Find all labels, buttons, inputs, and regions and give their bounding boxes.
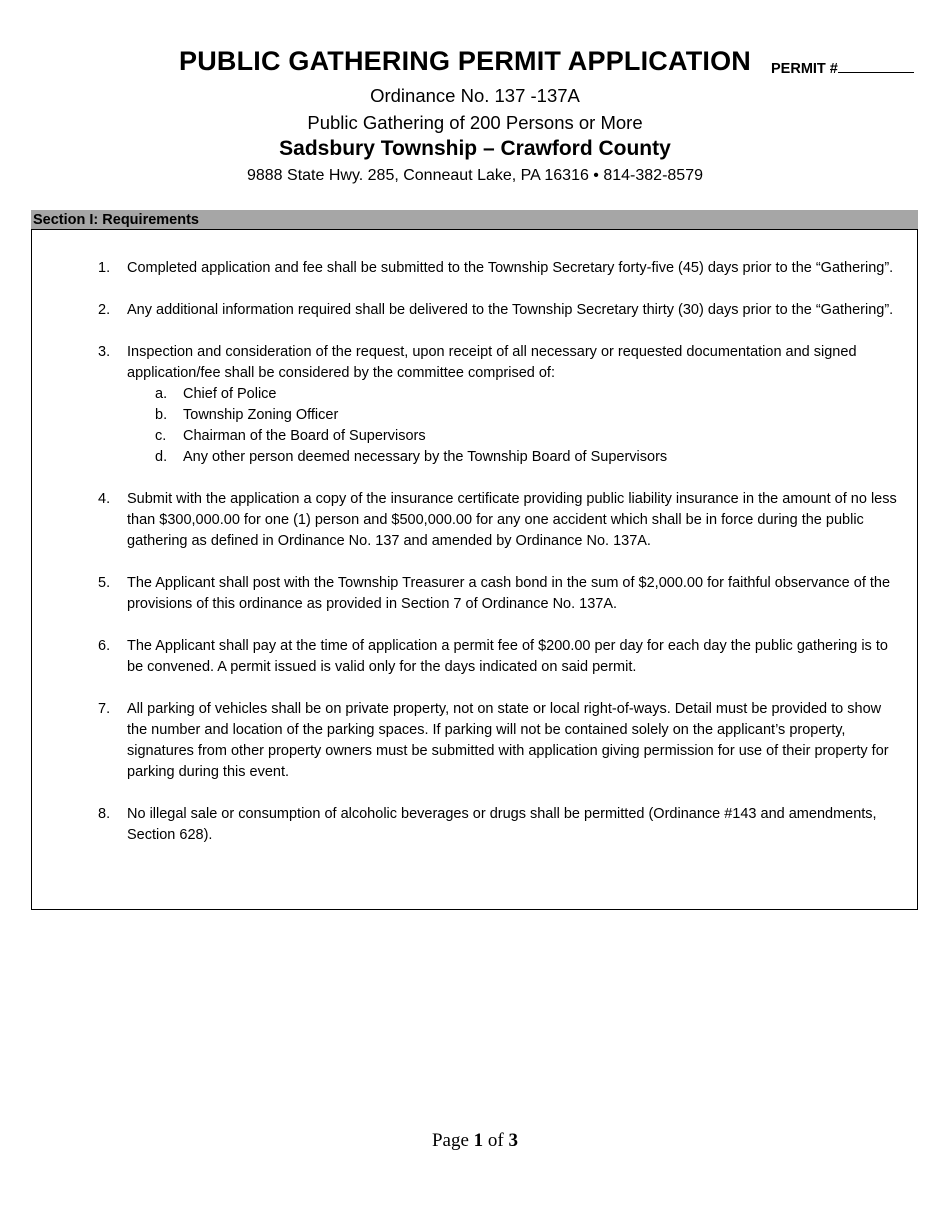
requirements-box: [31, 230, 918, 910]
committee-member: [127, 447, 905, 468]
committee-letter: a.: [155, 386, 168, 402]
permit-number-field[interactable]: [771, 59, 914, 77]
requirement-number: 6.: [98, 638, 111, 654]
requirement-number: 7.: [98, 701, 111, 717]
page-current-number: 1: [473, 1130, 484, 1151]
committee-text: Chief of Police: [183, 386, 277, 402]
permit-number-blank[interactable]: [838, 59, 914, 73]
committee-text: Any other person deemed necessary by the Township Board of Supervisors: [183, 449, 668, 465]
committee-member: [127, 405, 905, 426]
requirement-item: [32, 300, 919, 321]
requirement-item: [32, 258, 919, 279]
of-word: of: [487, 1130, 504, 1151]
committee-text: Chairman of the Board of Supervisors: [183, 428, 426, 444]
requirement-number: 3.: [98, 344, 111, 360]
committee-letter: b.: [155, 407, 168, 423]
committee-list: [127, 384, 905, 468]
requirement-text: No illegal sale or consumption of alcoholic beverages or drugs shall be permitted (Ordinance #143 and amendments, Section 628).: [127, 806, 877, 843]
page-word: Page: [431, 1130, 469, 1151]
requirement-text: All parking of vehicles shall be on private property, not on state or local right-of-ways. Detail must be provided to show the number and location of the parking spaces. If parking will not be contained solely on the applicant’s property, signatures from other property owners must be submitted with application giving permission for use of their property for parking during this event.: [127, 701, 889, 780]
committee-letter: c.: [155, 428, 167, 444]
ordinance-subtitle: Ordinance No. 137 -137A: [370, 85, 580, 106]
gathering-subtitle: Public Gathering of 200 Persons or More: [307, 112, 643, 133]
page-title: PUBLIC GATHERING PERMIT APPLICATION: [179, 46, 751, 76]
requirement-item: [32, 804, 919, 846]
requirement-number: 5.: [98, 575, 111, 591]
requirement-item: [32, 699, 919, 783]
requirement-number: 1.: [98, 260, 111, 276]
requirement-item: [32, 342, 919, 468]
requirement-item: [32, 489, 919, 552]
committee-text: Township Zoning Officer: [183, 407, 339, 423]
requirement-text: The Applicant shall post with the Township Treasurer a cash bond in the sum of $2,000.00 for faithful observance of the provisions of this ordinance as provided in Section 7 of Ordinance No. 137A.: [127, 575, 891, 612]
requirement-text: The Applicant shall pay at the time of application a permit fee of $200.00 per day for each day the public gathering is to be convened. A permit issued is valid only for the days indicated on said permit.: [127, 638, 888, 675]
township-address: 9888 State Hwy. 285, Conneaut Lake, PA 16316 • 814-382-8579: [246, 167, 703, 184]
page-footer: [0, 1130, 950, 1152]
requirement-text: Inspection and consideration of the request, upon receipt of all necessary or requested documentation and signed application/fee shall be considered by the committee comprised of:: [127, 344, 857, 381]
township-name: Sadsbury Township – Crawford County: [279, 137, 671, 160]
committee-member: [127, 426, 905, 447]
requirement-text: Any additional information required shall be delivered to the Township Secretary thirty (30) days prior to the “Gathering”.: [127, 302, 894, 318]
requirement-item: [32, 573, 919, 615]
requirement-number: 2.: [98, 302, 111, 318]
section-heading: Section I: Requirements: [31, 210, 918, 230]
requirement-text: Submit with the application a copy of the insurance certificate providing public liability insurance in the amount of no less than $300,000.00 for one (1) person and $500,000.00 for any one accident which shall be in force during the public gathering as defined in Ordinance No. 137 and amended by Ordinance No. 137A.: [127, 491, 897, 549]
requirement-item: [32, 636, 919, 678]
permit-number-label: PERMIT #: [771, 61, 838, 77]
committee-member: [127, 384, 905, 405]
requirement-number: 8.: [98, 806, 111, 822]
requirements-list: [32, 258, 919, 867]
requirement-text: Completed application and fee shall be submitted to the Township Secretary forty-five (45) days prior to the “Gathering”.: [127, 260, 894, 276]
committee-letter: d.: [155, 449, 168, 465]
requirement-number: 4.: [98, 491, 111, 507]
page-total-number: 3: [508, 1130, 518, 1151]
